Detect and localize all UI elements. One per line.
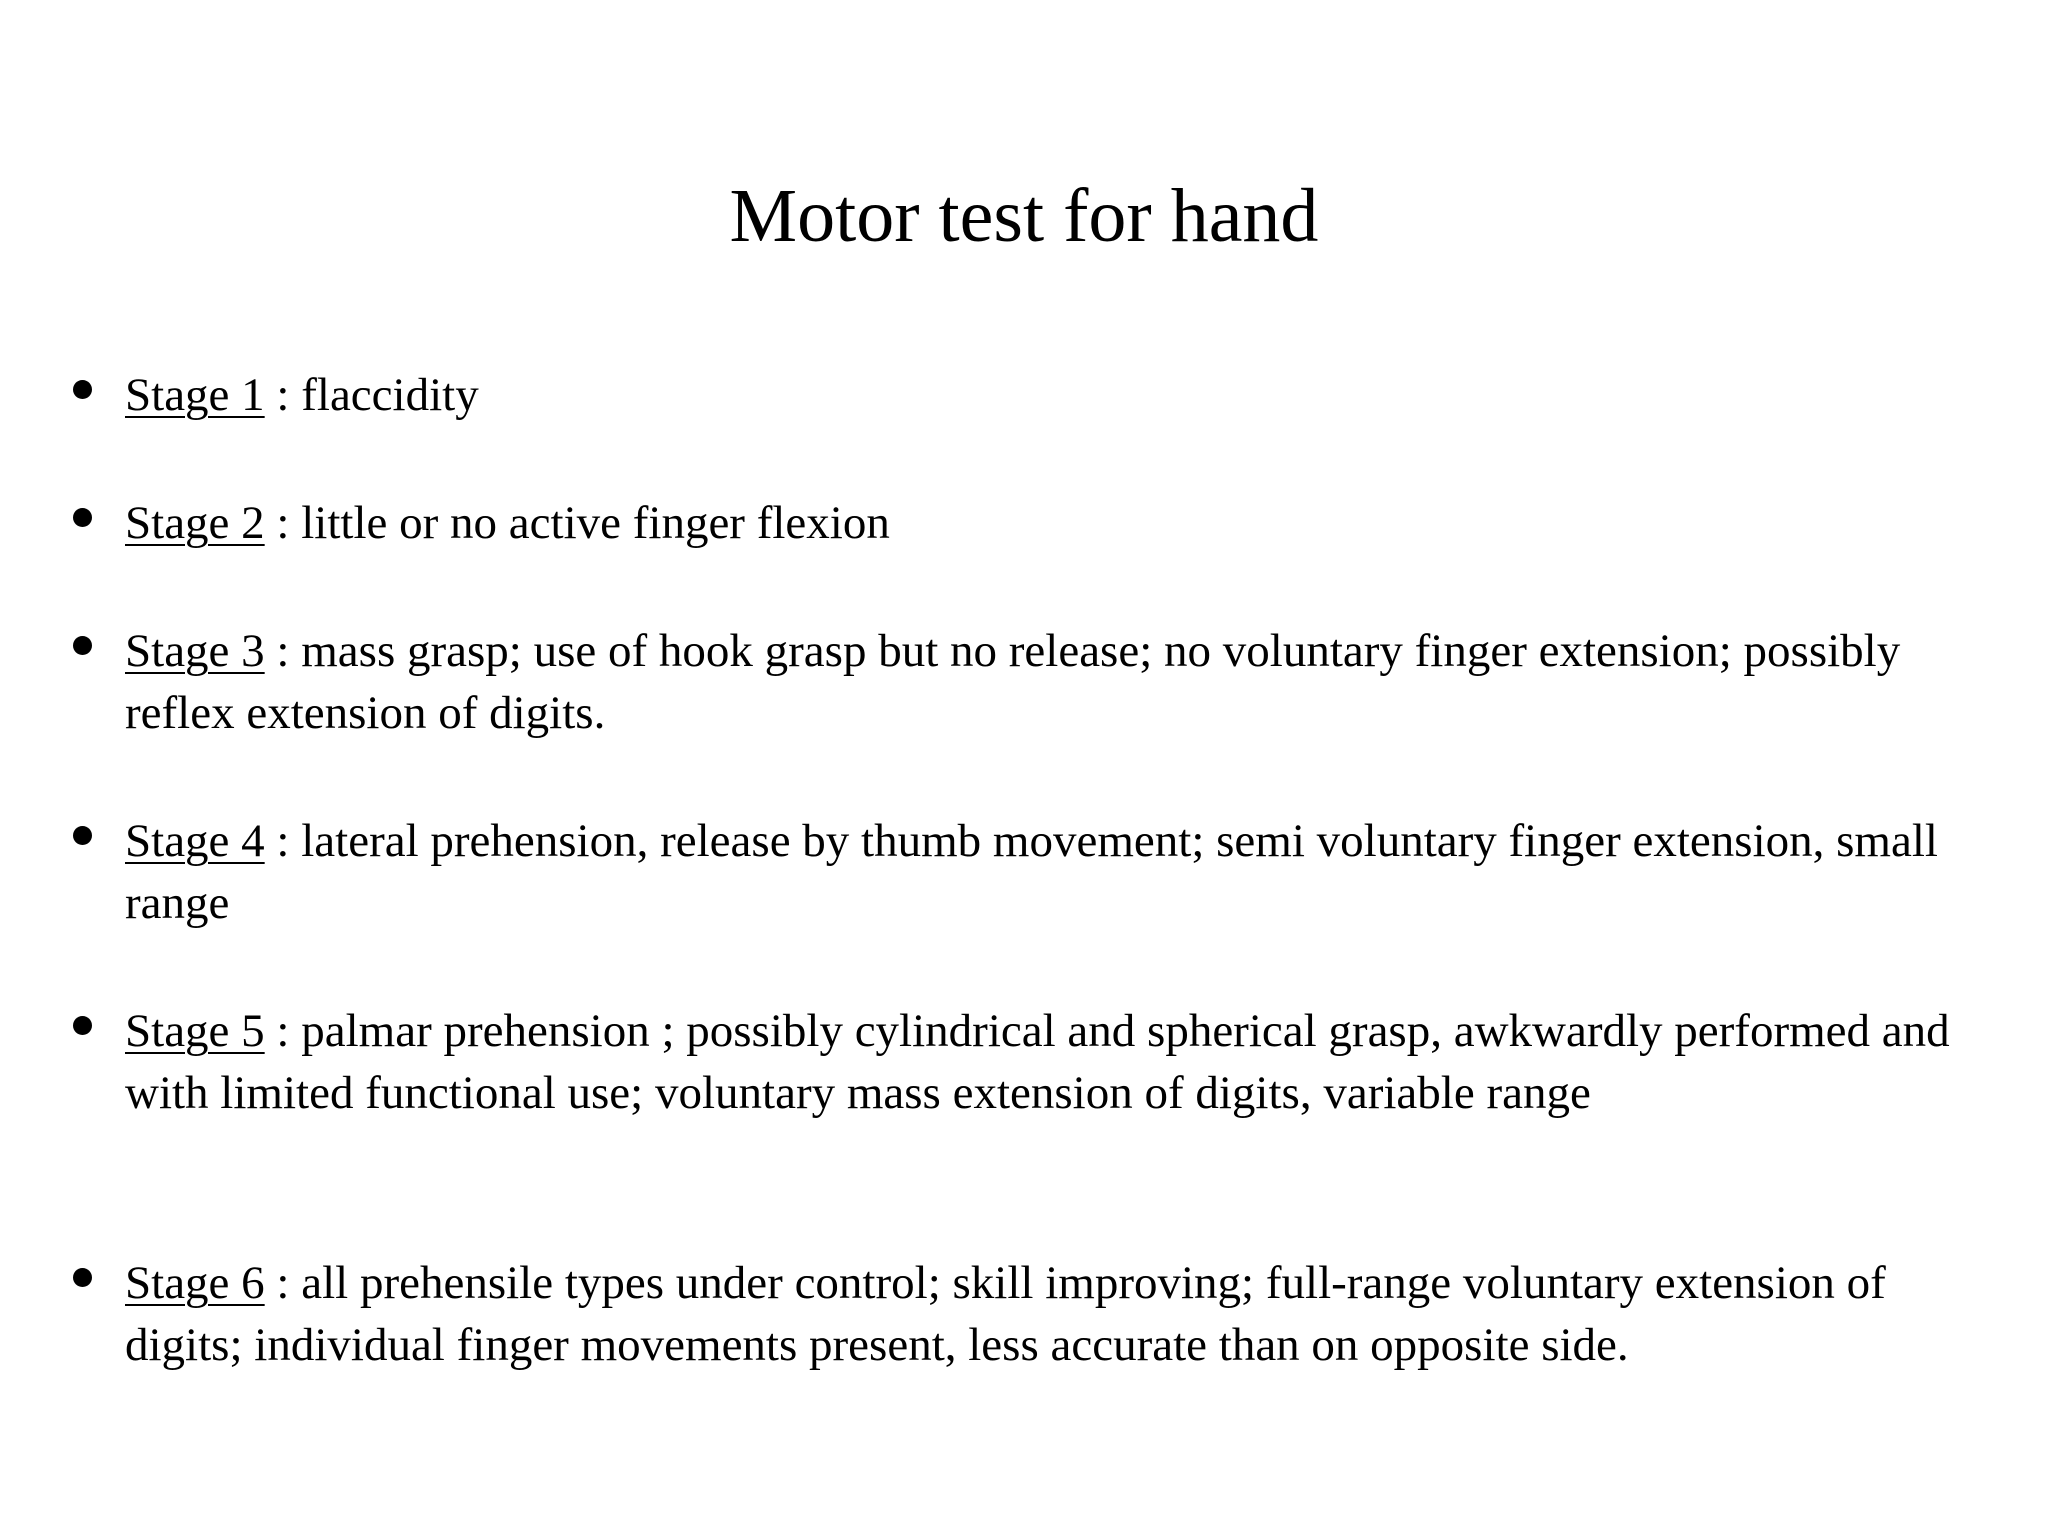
bullet-text (125, 810, 2005, 934)
stage-separator: : (264, 1257, 302, 1309)
stage-label: Stage 3 (125, 625, 265, 677)
stage-label: Stage 5 (125, 1005, 265, 1057)
bullet-text (125, 492, 2005, 554)
stage-description: mass grasp; use of hook grasp but no release; no voluntary finger extension; possibly reflex extension of digits. (125, 625, 1901, 739)
stage-separator: : (264, 369, 302, 421)
bullet-text (125, 1000, 2005, 1124)
bullet-text (125, 1252, 2005, 1376)
bullet-icon (73, 508, 92, 527)
stage-description: flaccidity (301, 369, 479, 421)
slide-title: Motor test for hand (729, 174, 1319, 258)
stage-description: little or no active finger flexion (301, 497, 890, 549)
bullet-icon (73, 380, 92, 399)
stage-separator: : (264, 815, 302, 867)
stage-label: Stage 2 (125, 497, 265, 549)
stage-separator: : (264, 497, 302, 549)
bullet-text (125, 620, 2005, 744)
bullet-icon (73, 1268, 92, 1287)
bullet-icon (73, 636, 92, 655)
stage-label: Stage 6 (125, 1257, 265, 1309)
bullet-text (125, 364, 2005, 426)
bullet-icon (73, 1016, 92, 1035)
bullet-icon (73, 826, 92, 845)
stage-label: Stage 1 (125, 369, 265, 421)
stage-description: all prehensile types under control; skill improving; full-range voluntary extension of digits; individual finger movements present, less accurate than on opposite side. (125, 1257, 1886, 1371)
stage-separator: : (264, 1005, 302, 1057)
stage-separator: : (264, 625, 302, 677)
stage-description: lateral prehension, release by thumb movement; semi voluntary finger extension, small range (125, 815, 1938, 929)
stage-description: palmar prehension ; possibly cylindrical and spherical grasp, awkwardly performed and with limited functional use; voluntary mass extension of digits, variable range (125, 1005, 1950, 1119)
stage-label: Stage 4 (125, 815, 265, 867)
